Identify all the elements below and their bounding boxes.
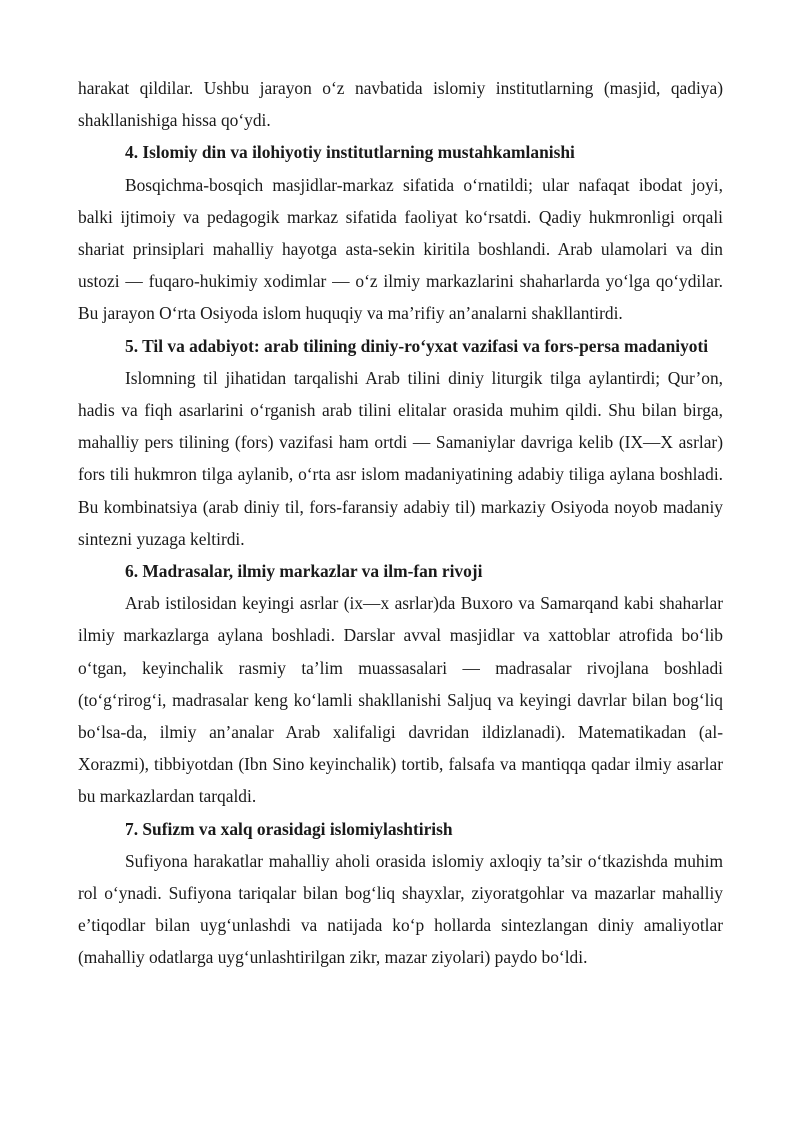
section-6-paragraph: Arab istilosidan keyingi asrlar (ix—x asrlar)da Buxoro va Samarqand kabi shaharlar ilmiy markazlarga aylana boshladi. Darslar avval masjidlar va xattoblar atrofida bo‘lib o‘tgan, keyinchalik rasmiy ta’lim muassasalari — madrasalar rivojlana boshladi (to‘g‘rirog‘i, madrasalar keng ko‘lamli shakllanishi Saljuq va keyingi davrlar bilan bog‘liq bo‘lsa-da, ilmiy an’analar Arab xalifaligi davridan ildizlanadi). Matematikadan (al-Xorazmi), tibbiyotdan (Ibn Sino keyinchalik) tortib, falsafa va mantiqqa qadar ilmiy asarlar bu markazlardan tarqaldi. [78, 593, 723, 807]
section-heading-4: 4. Islomiy din va ilohiyotiy institutlarning mustahkamlanishi [125, 142, 575, 163]
paragraph-continuation: harakat qildilar. Ushbu jarayon o‘z navbatida islomiy institutlarning (masjid, qadiya) shakllanishiga hissa qo‘ydi. [78, 78, 723, 131]
section-4-paragraph: Bosqichma-bosqich masjidlar-markaz sifatida o‘rnatildi; ular nafaqat ibodat joyi, balki ijtimoiy va pedagogik markaz sifatida faoliyat ko‘rsatdi. Qadiy hukmronligi orqali shariat prinsiplari mahalliy hayotga asta-sekin kiritila boshlandi. Arab ulamolari va din ustozi — fuqaro-hukimiy xodimlar — o‘z ilmiy markazlarini shaharlarda yo‘lga qo‘ydilar. Bu jarayon O‘rta Osiyoda islom huquqiy va ma’rifiy an’analarni shakllantirdi. [78, 174, 723, 324]
section-heading-7: 7. Sufizm va xalq orasidagi islomiylashtirish [125, 818, 453, 839]
section-heading-5: 5. Til va adabiyot: arab tilining diniy-ro‘yxat vazifasi va fors-persa madaniyoti [125, 335, 709, 356]
section-5-paragraph: Islomning til jihatidan tarqalishi Arab tilini diniy liturgik tilga aylantirdi; Qur’on, hadis va fiqh asarlarini o‘rganish arab tilini elitalar orasida muhim qildi. Shu bilan birga, mahalliy pers tilining (fors) vazifasi ham ortdi — Samaniylar davriga kelib (IX—X asrlar) fors tili hukmron tilga aylanib, o‘rta asr islom madaniyatining adabiy tiliga aylana boshladi. Bu kombinatsiya (arab diniy til, fors-faransiy adabiy til) markaziy Osiyoda noyob madaniy sintezni yuzaga keltirdi. [78, 367, 723, 549]
section-7-paragraph: Sufiyona harakatlar mahalliy aholi orasida islomiy axloqiy ta’sir o‘tkazishda muhim rol o‘ynadi. Sufiyona tariqalar bilan bog‘liq shayxlar, ziyoratgohlar va mazarlar mahalliy e’tiqodlar bilan uyg‘unlashdi va natijada ko‘p hollarda sintezlangan diniy amaliyotlar (mahalliy odatlarga uyg‘unlashtirilgan zikr, mazar ziyolari) paydo bo‘ldi. [78, 850, 723, 968]
section-heading-6: 6. Madrasalar, ilmiy markazlar va ilm-fan rivoji [125, 561, 483, 582]
